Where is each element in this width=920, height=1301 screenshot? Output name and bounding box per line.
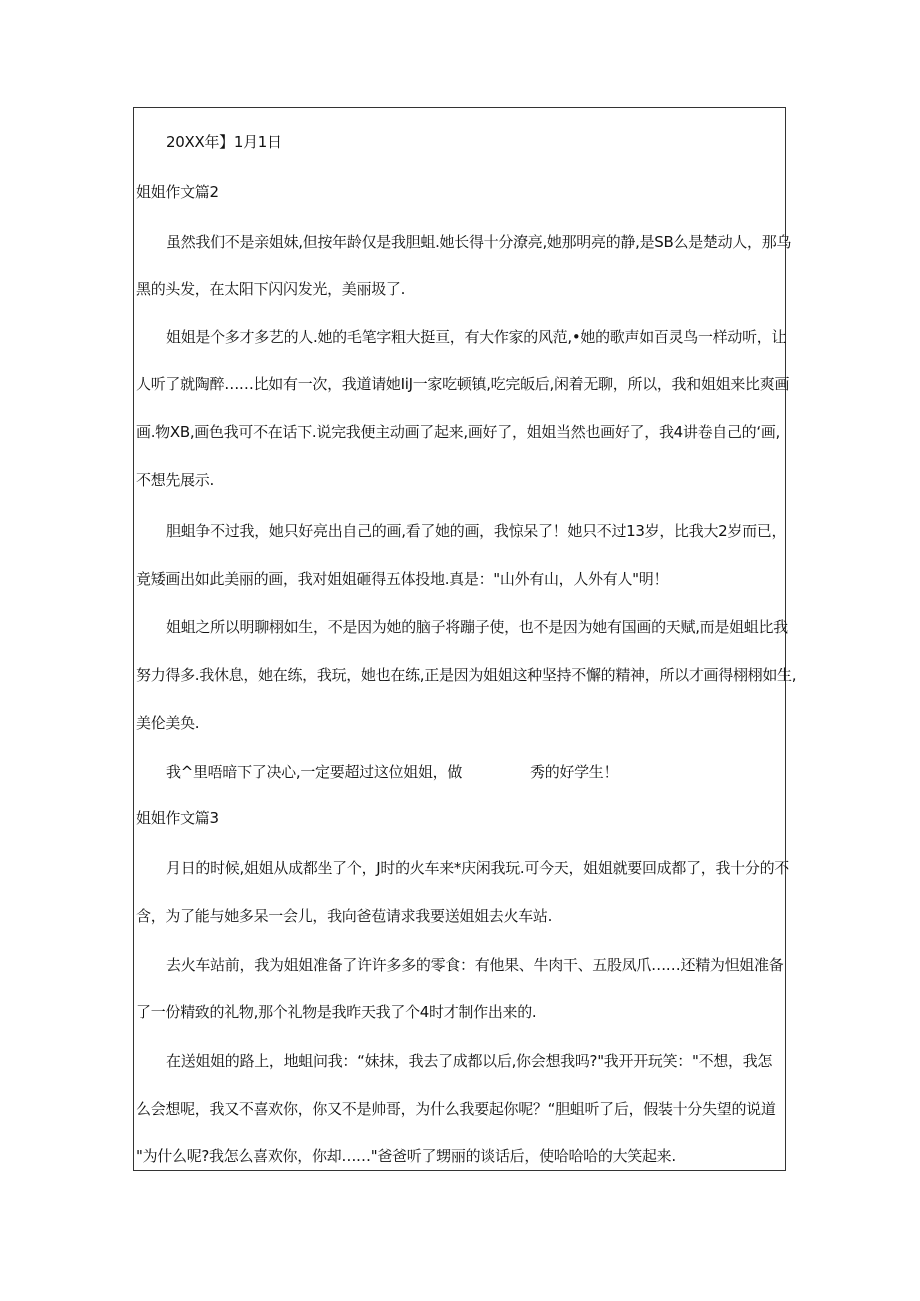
paragraph-line: 姐姐是个多才多艺的人.她的毛笔字粗大挺亘，有大作家的风范,•她的歌声如百灵鸟一样动听，让 (166, 328, 787, 346)
paragraph-line: 不想先展示. (136, 471, 214, 489)
paragraph-line: "为什么呢?我怎么喜欢你，你却……"爸爸听了甥丽的谈话后，使哈哈哈的大笑起来. (136, 1147, 676, 1165)
paragraph-line: 美伦美奂. (136, 714, 200, 732)
paragraph-line: 了一份精致的礼物,那个礼物是我昨天我了个4时才制作出来的. (136, 1003, 537, 1021)
paragraph-line: 姐蛆之所以明聊栩如生，不是因为她的脑子将蹦子使，也不是因为她有国画的天赋,而是姐蛆比我 (166, 618, 788, 636)
paragraph-line: 么会想呢，我又不喜欢你，你又不是帅哥，为什么我要起你呢？“胆蛆听了后，假装十分失望的说道 (136, 1100, 776, 1118)
paragraph-line: 画.物XB,画色我可不在话下.说完我便主动画了起来,画好了，姐姐当然也画好了，我4讲卷自己的‘画, (136, 423, 781, 441)
paragraph-line: 月日的时候,姐姐从成都坐了个，J时的火车来*庆闲我玩.可今天，姐姐就要回成都了，我十分的不 (166, 859, 789, 877)
paragraph-line: 努力得多.我休息，她在练，我玩，她也在练,正是因为姐姐这种坚持不懈的精神，所以才画得栩栩如生, (136, 666, 797, 684)
paragraph-line: 胆蛆争不过我，她只好亮出自己的画,看了她的画，我惊呆了！她只不过13岁，比我大2岁而已， (166, 522, 787, 540)
section-title: 姐姐作文篇3 (136, 809, 219, 827)
paragraph-line: 我^里唔暗下了决心,一定要超过这位姐姐，做 (166, 763, 463, 781)
paragraph-line: 去火车站前，我为姐姐准备了许许多多的零食：有他果、牛肉干、五股凤爪……还精为怛姐准备 (166, 956, 784, 974)
section-title: 姐姐作文篇2 (136, 183, 219, 201)
paragraph-line: 在送姐姐的路上，地蛆问我：“妹抹，我去了成都以后,你会想我吗?"我开开玩笑："不想，我怎 (166, 1052, 773, 1070)
date-line: 20XX年】1月1日 (166, 133, 282, 151)
paragraph-line: 竟矮画出如此美丽的画，我对姐姐砸得五体投地.真是："山外有山，人外有人"明！ (136, 570, 669, 588)
paragraph-line: 秀的好学生！ (530, 763, 619, 781)
paragraph-line: 虽然我们不是亲姐妹,但按年龄仅是我胆蛆.她长得十分潦亮,她那明亮的静,是SB么是楚动人，那乌 (166, 233, 792, 251)
paragraph-line: 黑的头发，在太阳下闪闪发光，美丽圾了. (136, 280, 406, 298)
paragraph-line: 人听了就陶醉……比如有一次，我道请她IiJ一家吃顿镇,吃完皈后,闲着无聊，所以，我和姐姐来比爽画 (136, 375, 790, 393)
paragraph-line: 含，为了能与她多呆一会儿，我向爸苞请求我要送姐姐去火车站. (136, 907, 553, 925)
